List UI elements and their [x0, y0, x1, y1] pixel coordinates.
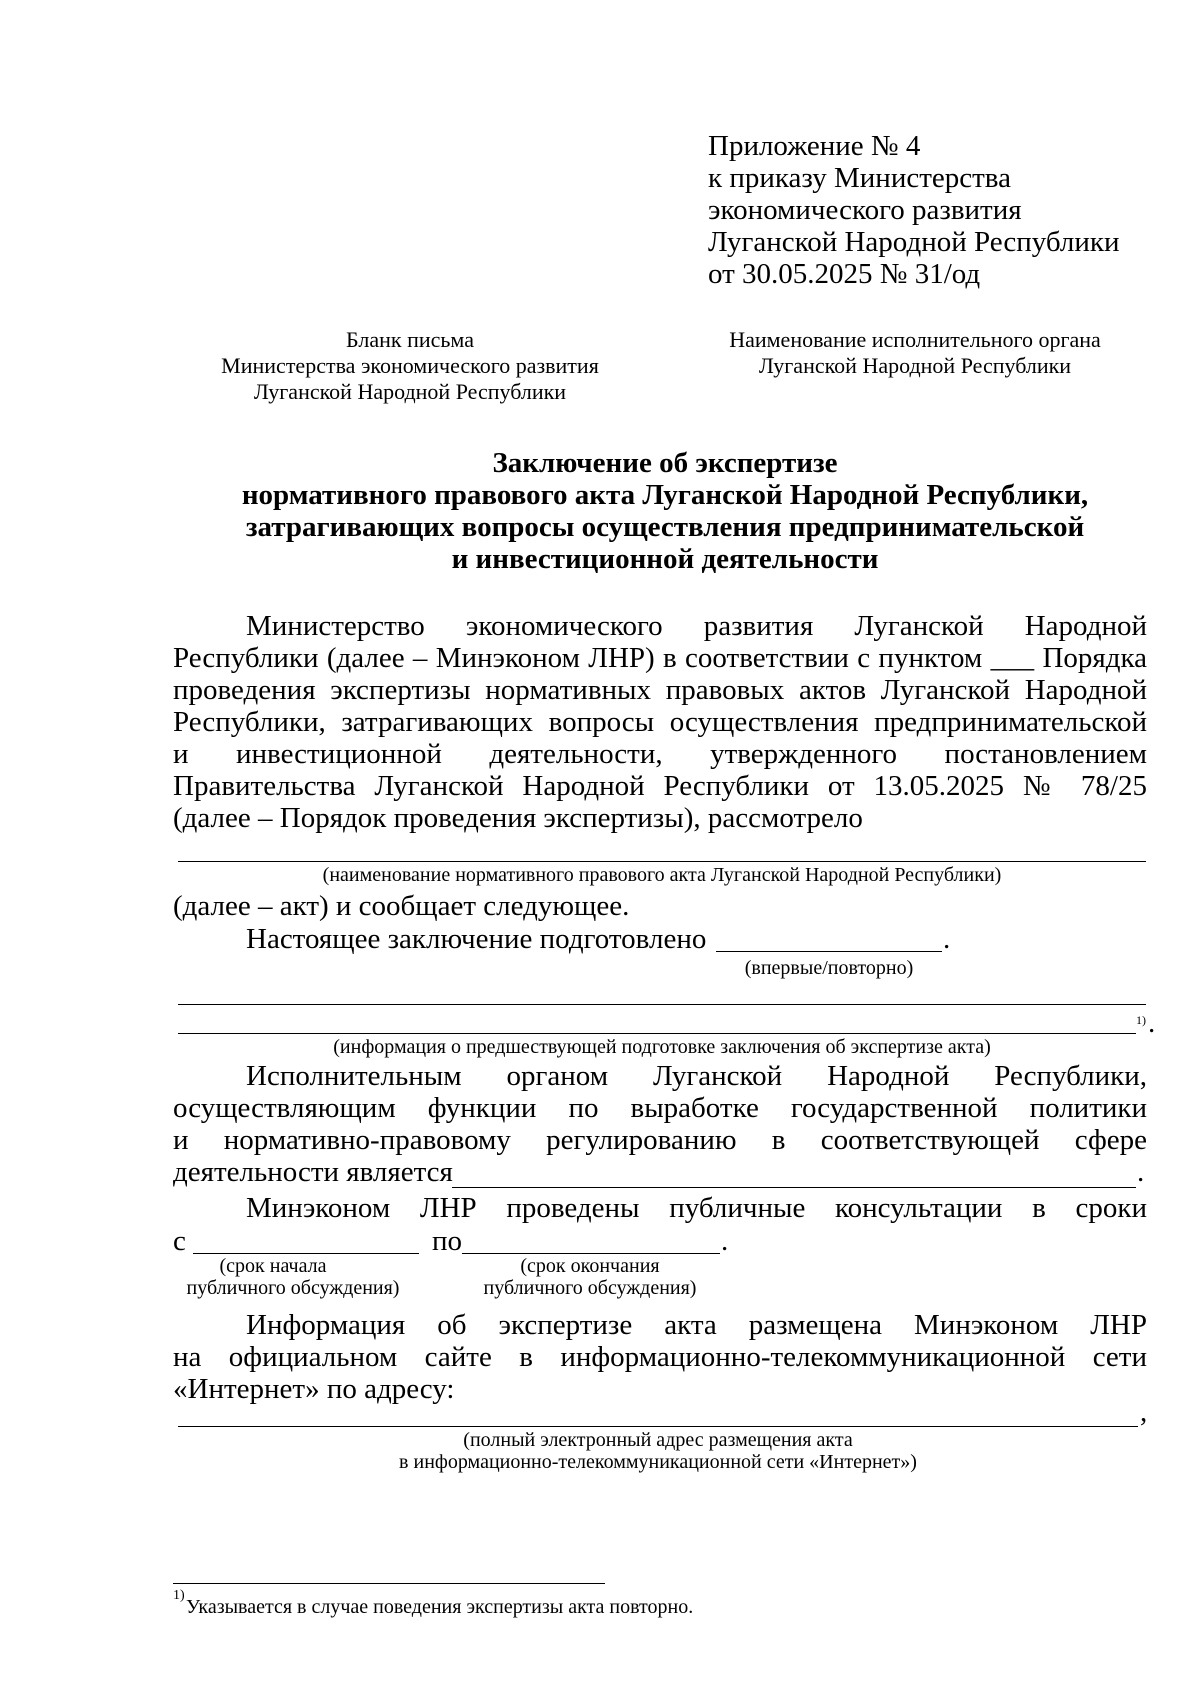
info-comma: , [1140, 1396, 1148, 1428]
intro-line-2a: Республики (далее – Минэконом ЛНР) в соответствии с пунктом [173, 642, 983, 674]
consult-line-1: Минэконом ЛНР проведены публичные консультации в сроки [246, 1192, 1147, 1224]
intro-line-6: Правительства Луганской Народной Республики от 13.05.2025 № 78/25 [173, 770, 1147, 802]
title-line-1: Заключение об экспертизе [492, 447, 838, 479]
consult-start-blank-line [193, 1253, 419, 1254]
appendix-line-2: к приказу Министерства [708, 162, 1011, 194]
prior-blank-line-1 [178, 1004, 1146, 1005]
consult-from-label: с [173, 1225, 186, 1257]
consult-end-caption-1: (срок окончания [520, 1255, 660, 1277]
prepared-caption: (впервые/повторно) [744, 957, 914, 979]
consult-end-caption-2: публичного обсуждения) [483, 1277, 697, 1299]
consult-to-label: по [432, 1225, 463, 1257]
paragraph-executive-body [173, 1060, 1147, 1188]
letterhead-line-1: Бланк письма [346, 327, 474, 352]
executive-body-line-1: Наименование исполнительного органа [729, 327, 1101, 352]
intro-line-3: проведения экспертизы нормативных правовых актов Луганской Народной [173, 674, 1147, 706]
info-address-blank-line [178, 1426, 1138, 1427]
prior-period: . [1148, 1007, 1156, 1039]
prepared-period: . [943, 923, 951, 955]
title-line-3: затрагивающих вопросы осуществления предпринимательской [245, 511, 1085, 543]
prior-blank-line-2 [178, 1033, 1136, 1034]
consult-end-caption [470, 1255, 710, 1299]
exec-line-2: осуществляющим функции по выработке государственной политики [173, 1092, 1147, 1124]
footnote-separator [173, 1583, 605, 1584]
info-line-3: «Интернет» по адресу: [173, 1373, 455, 1405]
intro-line-7: (далее – Порядок проведения экспертизы), рассмотрело [173, 802, 863, 834]
letterhead-line-2: Министерства экономического развития [221, 353, 599, 378]
footnote-marker: 1) [173, 1588, 185, 1603]
letterhead-block [180, 327, 640, 405]
exec-line-4-period: . [1137, 1156, 1145, 1188]
appendix-line-3: экономического развития [708, 194, 1022, 226]
footnote-text: Указывается в случае поведения экспертизы акта повторно. [186, 1596, 694, 1618]
paragraph-intro [173, 610, 1147, 834]
consult-start-caption-1: (срок начала [219, 1255, 327, 1277]
after-act-text: (далее – акт) и сообщает следующее. [173, 890, 630, 922]
title-line-4: и инвестиционной деятельности [451, 543, 879, 575]
exec-line-4: деятельности является [173, 1156, 453, 1188]
intro-line-1: Министерство экономического развития Луганской Народной [246, 610, 1147, 642]
document-title [170, 447, 1160, 575]
paragraph-info [173, 1309, 1147, 1405]
consult-start-caption [173, 1255, 413, 1299]
exec-line-1: Исполнительным органом Луганской Народной Республики, [246, 1060, 1147, 1092]
exec-line-3: и нормативно-правовому регулированию в соответствующей сфере [173, 1124, 1147, 1156]
info-line-2: на официальном сайте в информационно-телекоммуникационной сети [173, 1341, 1147, 1373]
prepared-blank-line [716, 951, 942, 952]
info-caption-2: в информационно-телекоммуникационной сети «Интернет») [399, 1451, 917, 1473]
appendix-line-4: Луганской Народной Республики [708, 226, 1120, 258]
appendix-line-1: Приложение № 4 [708, 130, 921, 162]
appendix-block [708, 130, 1168, 290]
intro-blank-item: ___ [990, 642, 1035, 674]
intro-line-2 [173, 642, 1147, 674]
prior-footnote-marker: 1) [1136, 1013, 1146, 1027]
appendix-line-5: от 30.05.2025 № 31/од [708, 258, 981, 290]
prepared-text: Настоящее заключение подготовлено [246, 923, 707, 955]
title-line-2: нормативного правового акта Луганской Народной Республики, [241, 479, 1089, 511]
prior-caption: (информация о предшествующей подготовке заключения об экспертизе акта) [333, 1036, 991, 1058]
act-name-blank-line [178, 861, 1146, 862]
info-caption-1: (полный электронный адрес размещения акта [463, 1429, 853, 1451]
executive-body-block [700, 327, 1130, 379]
intro-line-2c: Порядка [1042, 642, 1148, 674]
consult-period: . [721, 1225, 729, 1257]
intro-line-4: Республики, затрагивающих вопросы осуществления предпринимательской [173, 706, 1147, 738]
exec-body-blank-line [452, 1187, 1136, 1188]
info-caption [178, 1429, 1138, 1473]
consult-start-caption-2: публичного обсуждения) [186, 1277, 400, 1299]
letterhead-line-3: Луганской Народной Республики [253, 379, 567, 404]
executive-body-line-2: Луганской Народной Республики [758, 353, 1072, 378]
info-line-1: Информация об экспертизе акта размещена Минэконом ЛНР [246, 1309, 1147, 1341]
act-name-caption: (наименование нормативного правового акта Луганской Народной Республики) [322, 864, 1002, 886]
intro-line-5: и инвестиционной деятельности, утвержденного постановлением [173, 738, 1147, 770]
consult-end-blank-line [462, 1253, 720, 1254]
